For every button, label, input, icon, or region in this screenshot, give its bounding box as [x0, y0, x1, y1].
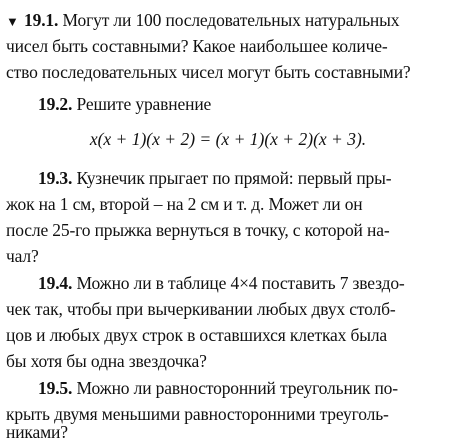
problem-number: 19.1.: [24, 10, 59, 30]
triangle-marker-icon: ▼: [6, 14, 19, 29]
problem-number: 19.4.: [38, 273, 73, 293]
problem-19-2-line-1: [38, 93, 211, 115]
problem-19-5-line-2: крыть двумя меньшими равносторонними треуголь-: [6, 404, 389, 424]
problem-number: 19.3.: [38, 168, 73, 188]
problem-19-3-line-1: [38, 167, 391, 189]
problem-19-1-line-1: [6, 9, 399, 33]
problem-19-5-line-3: никами?: [6, 422, 68, 442]
problem-text: Кузнечик прыгает по прямой: первый пры-: [76, 168, 392, 188]
problem-number: 19.2.: [38, 94, 73, 114]
problem-19-4-line-1: [38, 272, 405, 294]
problem-19-1-line-2: чисел быть составными? Какое наибольшее количе-: [6, 36, 388, 56]
equation-text: x(x + 1)(x + 2) = (x + 1)(x + 2)(x + 3).: [89, 129, 367, 149]
problem-19-4-line-4: бы хотя бы одна звездочка?: [6, 351, 207, 371]
problem-text: Можно ли равносторонний треугольник по-: [76, 378, 398, 398]
problem-19-3-line-3: после 25-го прыжка вернуться в точку, с которой на-: [6, 220, 390, 240]
problem-19-4-line-3: цов и любых двух строк в оставшихся клетках была: [6, 325, 388, 345]
problem-19-3-line-2: жок на 1 см, второй – на 2 см и т. д. Может ли он: [6, 194, 363, 214]
problem-19-5-line-1: [38, 377, 398, 399]
problem-text: Решите уравнение: [76, 94, 212, 114]
problem-text: Можно ли в таблице 4×4 поставить 7 звездо-: [76, 273, 405, 293]
problem-19-3-line-4: чал?: [6, 246, 39, 266]
problem-text: Могут ли 100 последовательных натуральных: [62, 10, 400, 30]
problem-19-1-line-3: ство последовательных чисел могут быть составными?: [6, 62, 411, 82]
equation: [0, 128, 456, 150]
problem-number: 19.5.: [38, 378, 73, 398]
problem-19-4-line-2: чек так, чтобы при вычеркивании любых двух столб-: [6, 299, 396, 319]
